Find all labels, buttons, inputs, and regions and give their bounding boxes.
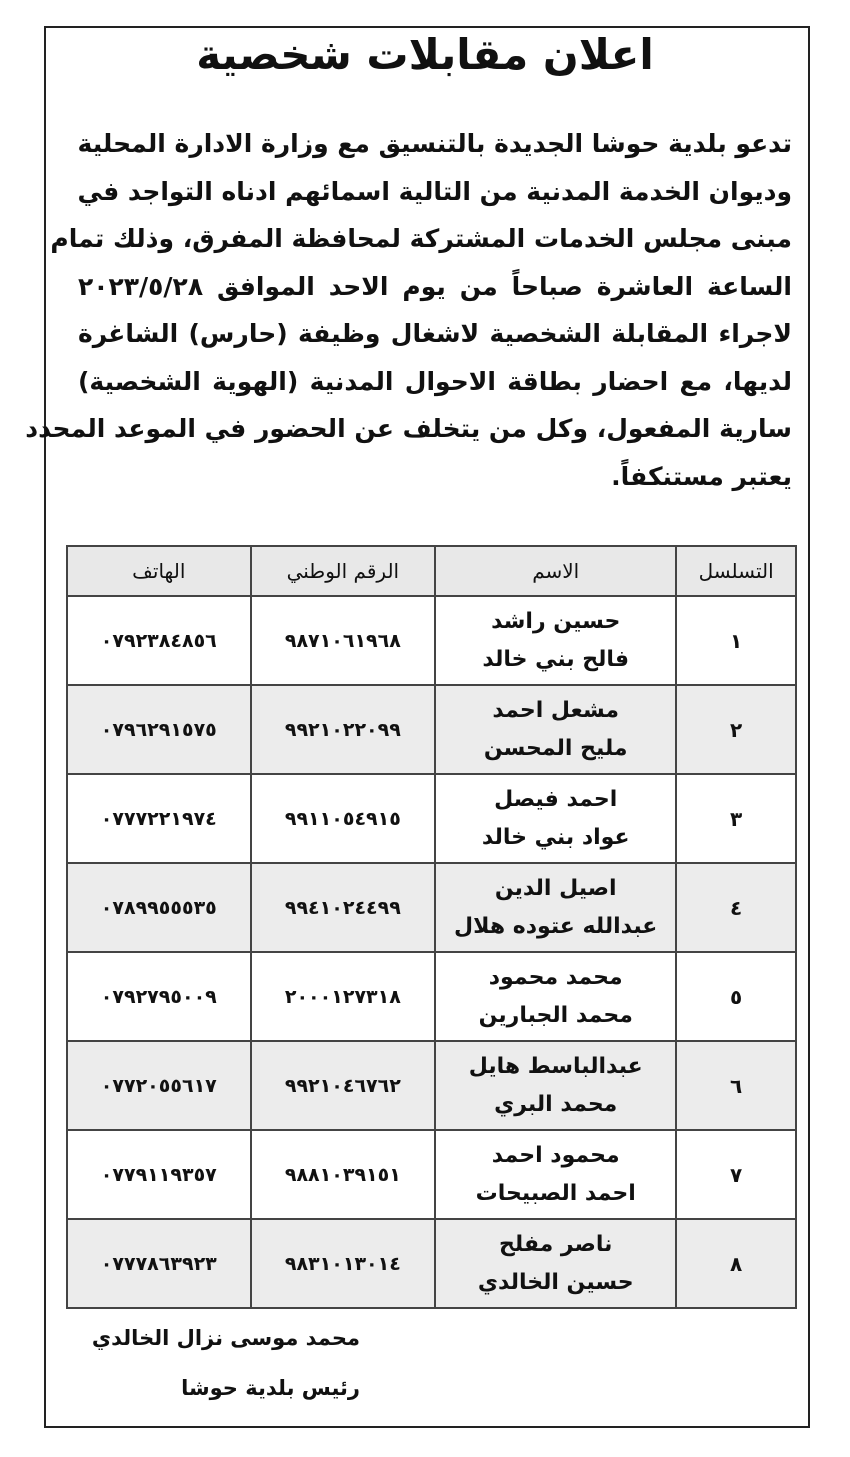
candidates-table [66, 545, 797, 1309]
cell-phone: ٠٧٩٢٣٨٤٨٥٦ [67, 596, 251, 685]
name-line-1: محمود احمد [491, 1142, 620, 1168]
name-line-1: اصيل الدين [494, 875, 617, 901]
cell-phone: ٠٧٨٩٩٥٥٥٣٥ [67, 863, 251, 952]
header-national-id: الرقم الوطني [251, 546, 436, 596]
body-line: سارية المفعول، وكل من يتخلف عن الحضور في الموعد المحدد [25, 414, 792, 443]
header-serial: التسلسل [676, 546, 796, 596]
signatory-position: رئيس بلدية حوشا [181, 1376, 360, 1400]
cell-name [435, 1130, 676, 1219]
name-line-1: مشعل احمد [492, 697, 619, 723]
cell-serial: ٨ [676, 1219, 796, 1308]
body-line: مبنى مجلس الخدمات المشتركة لمحافظة المفرق، وذلك تمام [50, 224, 792, 253]
cell-name [435, 596, 676, 685]
table-row [67, 774, 796, 863]
cell-national-id: ٩٩٢١٠٢٢٠٩٩ [251, 685, 436, 774]
header-phone: الهاتف [67, 546, 251, 596]
body-line: تدعو بلدية حوشا الجديدة بالتنسيق مع وزارة الادارة المحلية [77, 129, 792, 158]
table-row [67, 1041, 796, 1130]
body-line: يعتبر مستنكفاً. [611, 461, 792, 491]
body-line: وديوان الخدمة المدنية من التالية اسمائهم ادناه التواجد في [77, 176, 792, 206]
table-header-row [67, 546, 796, 596]
cell-serial: ٣ [676, 774, 796, 863]
body-line: لاجراء المقابلة الشخصية لاشغال وظيفة (حارس) الشاغرة [78, 319, 792, 348]
announcement-body [25, 120, 792, 500]
name-line-1: ناصر مفلح [498, 1231, 613, 1257]
table-row [67, 952, 796, 1041]
cell-serial: ٤ [676, 863, 796, 952]
table-row [67, 1219, 796, 1308]
cell-national-id: ٩٩٢١٠٤٦٧٦٢ [251, 1041, 436, 1130]
name-line-2: احمد الصبيحات [475, 1180, 636, 1206]
cell-national-id: ٩٩٤١٠٢٤٤٩٩ [251, 863, 436, 952]
cell-serial: ٧ [676, 1130, 796, 1219]
table-row [67, 685, 796, 774]
name-line-2: عبدالله عتوده هلال [454, 913, 658, 939]
header-name: الاسم [435, 546, 676, 596]
cell-national-id: ٩٨٧١٠٦١٩٦٨ [251, 596, 436, 685]
name-line-1: احمد فيصل [494, 786, 618, 812]
cell-name [435, 1041, 676, 1130]
cell-phone: ٠٧٧٢٠٥٥٦١٧ [67, 1041, 251, 1130]
table-row [67, 1130, 796, 1219]
name-line-2: حسين الخالدي [477, 1269, 634, 1295]
name-line-2: عواد بني خالد [481, 824, 630, 850]
table-row [67, 596, 796, 685]
name-line-2: محمد الجبارين [478, 1002, 633, 1028]
name-line-2: مليح المحسن [483, 735, 628, 761]
name-line-2: فالح بني خالد [482, 646, 630, 672]
cell-name [435, 1219, 676, 1308]
cell-phone: ٠٧٩٦٢٩١٥٧٥ [67, 685, 251, 774]
cell-serial: ٥ [676, 952, 796, 1041]
name-line-2: محمد البري [494, 1091, 618, 1117]
body-line: الساعة العاشرة صباحاً من يوم الاحد الموافق ٢٠٢٣/٥/٢٨ [78, 271, 792, 301]
name-line-1: محمد محمود [488, 964, 623, 990]
cell-serial: ١ [676, 596, 796, 685]
cell-national-id: ٢٠٠٠١٢٧٣١٨ [251, 952, 436, 1041]
cell-serial: ٦ [676, 1041, 796, 1130]
cell-phone: ٠٧٧٧٨٦٣٩٢٣ [67, 1219, 251, 1308]
name-line-1: عبدالباسط هايل [468, 1053, 643, 1079]
cell-name [435, 685, 676, 774]
signatory-name: محمد موسى نزال الخالدي [91, 1326, 360, 1350]
cell-phone: ٠٧٧٧٢٢١٩٧٤ [67, 774, 251, 863]
cell-national-id: ٩٨٨١٠٣٩١٥١ [251, 1130, 436, 1219]
name-line-1: حسين راشد [491, 608, 621, 634]
announcement-title: اعلان مقابلات شخصية [196, 30, 654, 79]
cell-national-id: ٩٨٣١٠١٣٠١٤ [251, 1219, 436, 1308]
body-line: لديها، مع احضار بطاقة الاحوال المدنية (الهوية الشخصية) [78, 366, 792, 396]
cell-name [435, 863, 676, 952]
cell-name [435, 952, 676, 1041]
cell-name [435, 774, 676, 863]
cell-serial: ٢ [676, 685, 796, 774]
table-row [67, 863, 796, 952]
cell-phone: ٠٧٩٢٧٩٥٠٠٩ [67, 952, 251, 1041]
cell-national-id: ٩٩١١٠٥٤٩١٥ [251, 774, 436, 863]
cell-phone: ٠٧٧٩١١٩٣٥٧ [67, 1130, 251, 1219]
